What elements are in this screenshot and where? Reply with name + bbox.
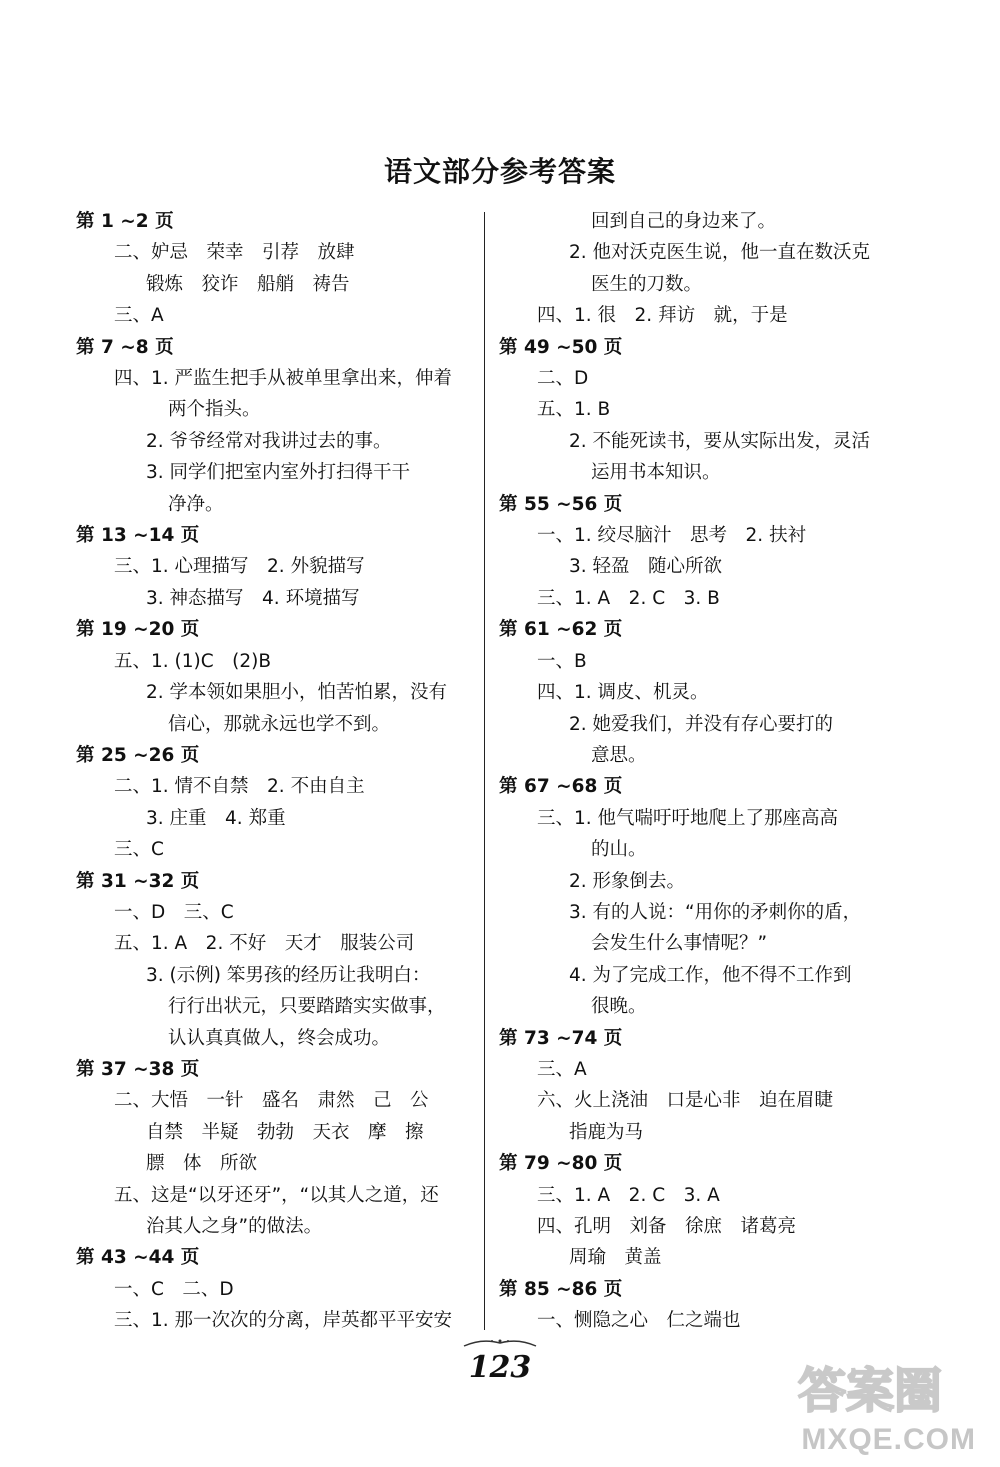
section-heading: 第 73 ~74 页	[499, 1027, 623, 1049]
section-heading: 第 55 ~56 页	[499, 493, 623, 515]
answer-line: 2. 他对沃克医生说，他一直在数沃克	[569, 242, 871, 264]
section-heading: 第 19 ~20 页	[76, 619, 200, 641]
answer-line: 六、火上浇油 口是心非 迫在眉睫	[537, 1090, 834, 1112]
answer-line: 运用书本知识。	[591, 462, 721, 484]
answer-line: 3. 轻盈 随心所欲	[569, 556, 723, 578]
answer-line: 行行出状元，只要踏踏实实做事，	[168, 996, 446, 1018]
section-heading: 第 7 ~8 页	[76, 336, 174, 358]
answer-line: 四、孔明 刘备 徐庶 诸葛亮	[537, 1216, 797, 1237]
page-title: 语文部分参考答案	[383, 155, 616, 188]
answer-line: 五、1. B	[537, 399, 611, 421]
answer-line: 信心，那就永远也学不到。	[168, 713, 391, 735]
answer-line: 五、这是“以牙还牙”，“以其人之道，还	[114, 1184, 439, 1206]
answer-line: 三、C	[114, 839, 164, 861]
answer-line: 治其人之身”的做法。	[146, 1216, 323, 1237]
answer-line: 四、1. 调皮、机灵。	[537, 682, 709, 704]
answer-line: 三、1. A 2. C 3. A	[537, 1184, 720, 1206]
answer-line: 4. 为了完成工作，他不得不工作到	[569, 964, 852, 986]
section-heading: 第 61 ~62 页	[499, 619, 623, 641]
answer-line: 三、A	[537, 1058, 587, 1080]
answer-line: 四、1. 严监生把手从被单里拿出来，伸着	[114, 368, 453, 390]
answer-line: 一、B	[537, 650, 587, 672]
answer-line: 三、1. 他气喘吁吁地爬上了那座高高	[537, 807, 839, 829]
answer-line: 会发生什么事情呢？”	[591, 933, 768, 955]
answer-line: 2. 不能死读书，要从实际出发，灵活	[569, 430, 871, 452]
answer-line: 的山。	[591, 839, 647, 861]
section-heading: 第 85 ~86 页	[499, 1278, 623, 1300]
section-heading: 第 25 ~26 页	[76, 744, 200, 766]
answer-line: 五、1. A 2. 不好 天才 服装公司	[114, 933, 415, 955]
answer-line: 两个指头。	[168, 399, 261, 421]
answer-line: 二、大悟 一针 盛名 肃然 己 公	[114, 1090, 429, 1112]
answer-line: 二、妒忌 荣幸 引荐 放肆	[114, 242, 355, 264]
answer-line: 3. 神态描写 4. 环境描写	[146, 587, 360, 609]
answer-line: 2. 爷爷经常对我讲过去的事。	[146, 430, 392, 452]
section-heading: 第 31 ~32 页	[76, 870, 200, 892]
section-heading: 第 37 ~38 页	[76, 1058, 200, 1080]
section-heading: 第 1 ~2 页	[76, 211, 174, 232]
answer-line: 三、1. 心理描写 2. 外貌描写	[114, 556, 365, 578]
answer-line: 医生的刀数。	[591, 273, 703, 295]
answer-line: 指鹿为马	[569, 1121, 644, 1143]
section-heading: 第 43 ~44 页	[76, 1247, 200, 1269]
answer-line: 四、1. 很 2. 拜访 就，于是	[537, 305, 788, 327]
right-column	[499, 206, 919, 1337]
section-heading: 第 13 ~14 页	[76, 525, 200, 547]
ornament-icon	[462, 1338, 538, 1348]
answer-line: 二、D	[537, 368, 589, 390]
section-heading: 第 67 ~68 页	[499, 776, 623, 798]
answer-line: 3. (示例) 笨男孩的经历让我明白：	[146, 964, 431, 986]
answer-line: 一、1. 绞尽脑汁 思考 2. 扶衬	[537, 525, 807, 547]
answer-line: 3. 同学们把室内室外打扫得干干	[146, 462, 411, 484]
answer-line: 2. 学本领如果胆小，怕苦怕累，没有	[146, 682, 448, 704]
answer-line: 二、1. 情不自禁 2. 不由自主	[114, 776, 365, 798]
answer-line: 3. 庄重 4. 郑重	[146, 807, 286, 829]
answer-line: 净净。	[168, 493, 224, 515]
column-divider	[484, 212, 485, 1330]
answer-line: 周瑜 黄盖	[569, 1247, 662, 1269]
answer-line: 自禁 半疑 勃勃 天衣 摩 擦	[146, 1121, 424, 1143]
answer-line: 一、C 二、D	[114, 1278, 234, 1300]
answer-line: 回到自己的身边来了。	[591, 211, 777, 232]
section-heading: 第 49 ~50 页	[499, 336, 623, 358]
answer-line: 2. 她爱我们，并没有存心要打的	[569, 713, 834, 735]
watermark-text: MXQE.COM	[801, 1423, 976, 1456]
answer-line: 很晚。	[591, 996, 647, 1018]
answer-line: 锻炼 狡诈 船艄 祷告	[146, 273, 350, 295]
page-number: 123	[468, 1350, 532, 1385]
answer-line: 一、恻隐之心 仁之端也	[537, 1310, 741, 1332]
answer-line: 三、A	[114, 305, 164, 327]
answer-line: 2. 形象倒去。	[569, 870, 686, 892]
left-column	[76, 206, 496, 1337]
answer-line: 三、1. A 2. C 3. B	[537, 587, 720, 609]
section-heading: 第 79 ~80 页	[499, 1153, 623, 1175]
answer-line: 膘 体 所欲	[146, 1153, 258, 1175]
answer-line: 意思。	[591, 744, 647, 766]
answer-line: 一、D 三、C	[114, 901, 234, 923]
answer-line: 认认真真做人，终会成功。	[168, 1027, 391, 1049]
watermark-logo-text: 答案圈	[798, 1363, 943, 1419]
answer-line: 三、1. 那一次次的分离，岸英都平平安安	[114, 1310, 453, 1332]
answer-line: 五、1. (1)C (2)B	[114, 650, 272, 672]
answer-line: 3. 有的人说：“用你的矛刺你的盾，	[569, 901, 862, 923]
